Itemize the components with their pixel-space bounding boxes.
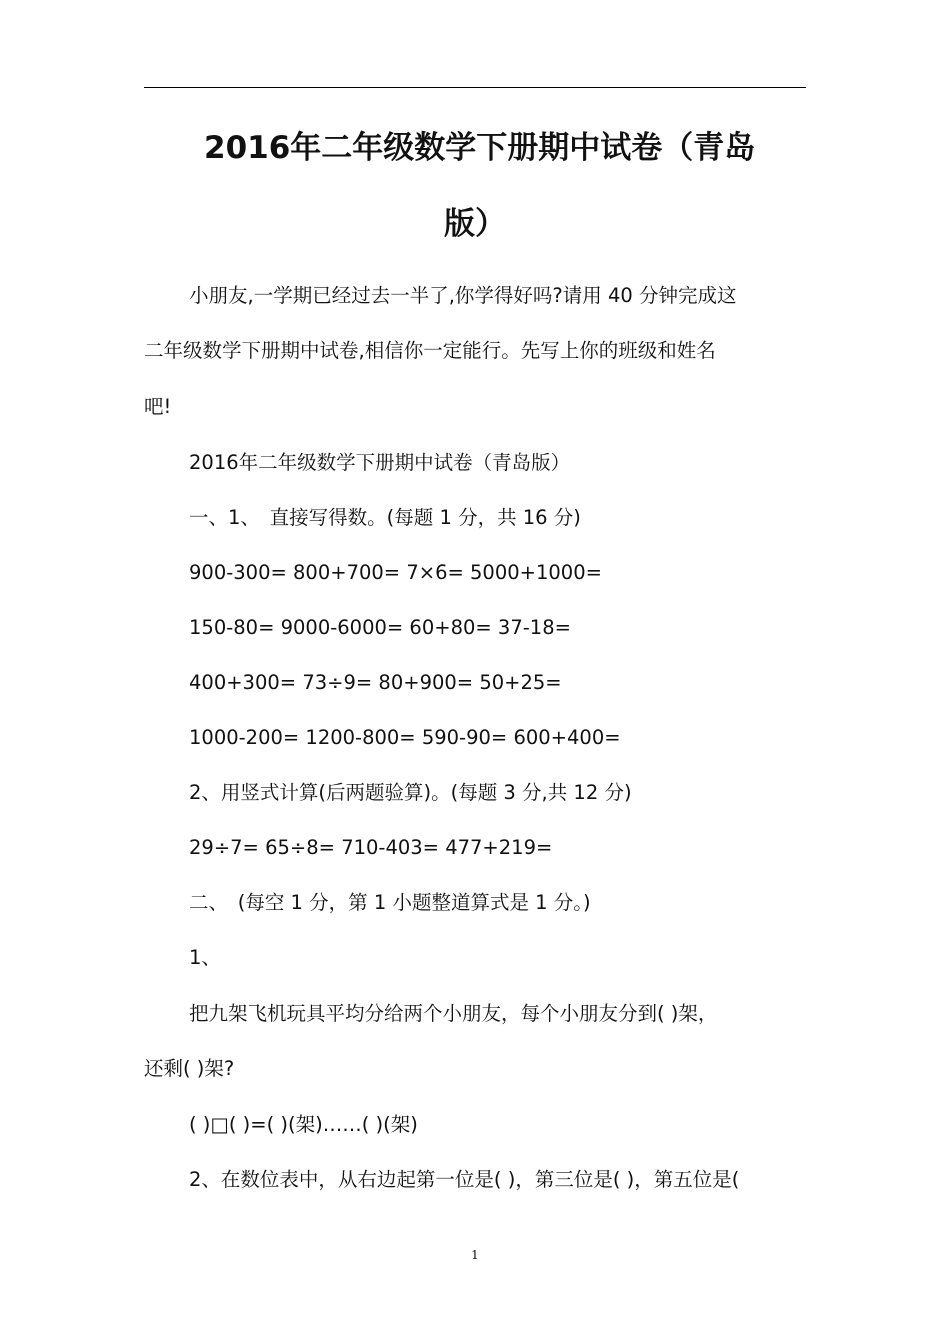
- title-line-2: 版）: [444, 206, 506, 242]
- question-1-line-1: 把九架飞机玩具平均分给两个小朋友，每个小朋友分到( )架，: [189, 1002, 718, 1025]
- header-rule: [144, 87, 806, 88]
- arithmetic-row-2: 150-80= 9000-6000= 60+80= 37-18=: [189, 616, 571, 639]
- page-number: 1: [471, 1248, 479, 1262]
- vertical-calc-row: 29÷7= 65÷8= 710-403= 477+219=: [189, 836, 553, 859]
- question-1-formula: ( )□( )=( )(架)……( )(架): [189, 1113, 418, 1136]
- intro-line-2: 二年级数学下册期中试卷,相信你一定能行。先写上你的班级和姓名: [144, 339, 716, 362]
- section-1-heading: 一、1、 直接写得数。(每题 1 分，共 16 分): [189, 506, 581, 529]
- arithmetic-row-1: 900-300= 800+700= 7×6= 5000+1000=: [189, 561, 602, 584]
- subtitle-line: 2016年二年级数学下册期中试卷（青岛版）: [189, 451, 571, 474]
- intro-line-3: 吧!: [144, 395, 172, 418]
- intro-line-1: 小朋友,一学期已经过去一半了,你学得好吗?请用 40 分钟完成这: [189, 284, 737, 307]
- question-2-line: 2、在数位表中，从右边起第一位是( )，第三位是( )，第五位是(: [189, 1168, 740, 1191]
- question-1-line-2: 还剩( )架?: [144, 1057, 235, 1080]
- section-2-heading: 二、 (每空 1 分，第 1 小题整道算式是 1 分。): [189, 891, 591, 914]
- section-1-2-heading: 2、用竖式计算(后两题验算)。(每题 3 分,共 12 分): [189, 781, 632, 804]
- title-line-1: 2016年二年级数学下册期中试卷（青岛: [204, 130, 756, 166]
- arithmetic-row-3: 400+300= 73÷9= 80+900= 50+25=: [189, 671, 562, 694]
- arithmetic-row-4: 1000-200= 1200-800= 590-90= 600+400=: [189, 726, 621, 749]
- question-1-number: 1、: [189, 946, 221, 969]
